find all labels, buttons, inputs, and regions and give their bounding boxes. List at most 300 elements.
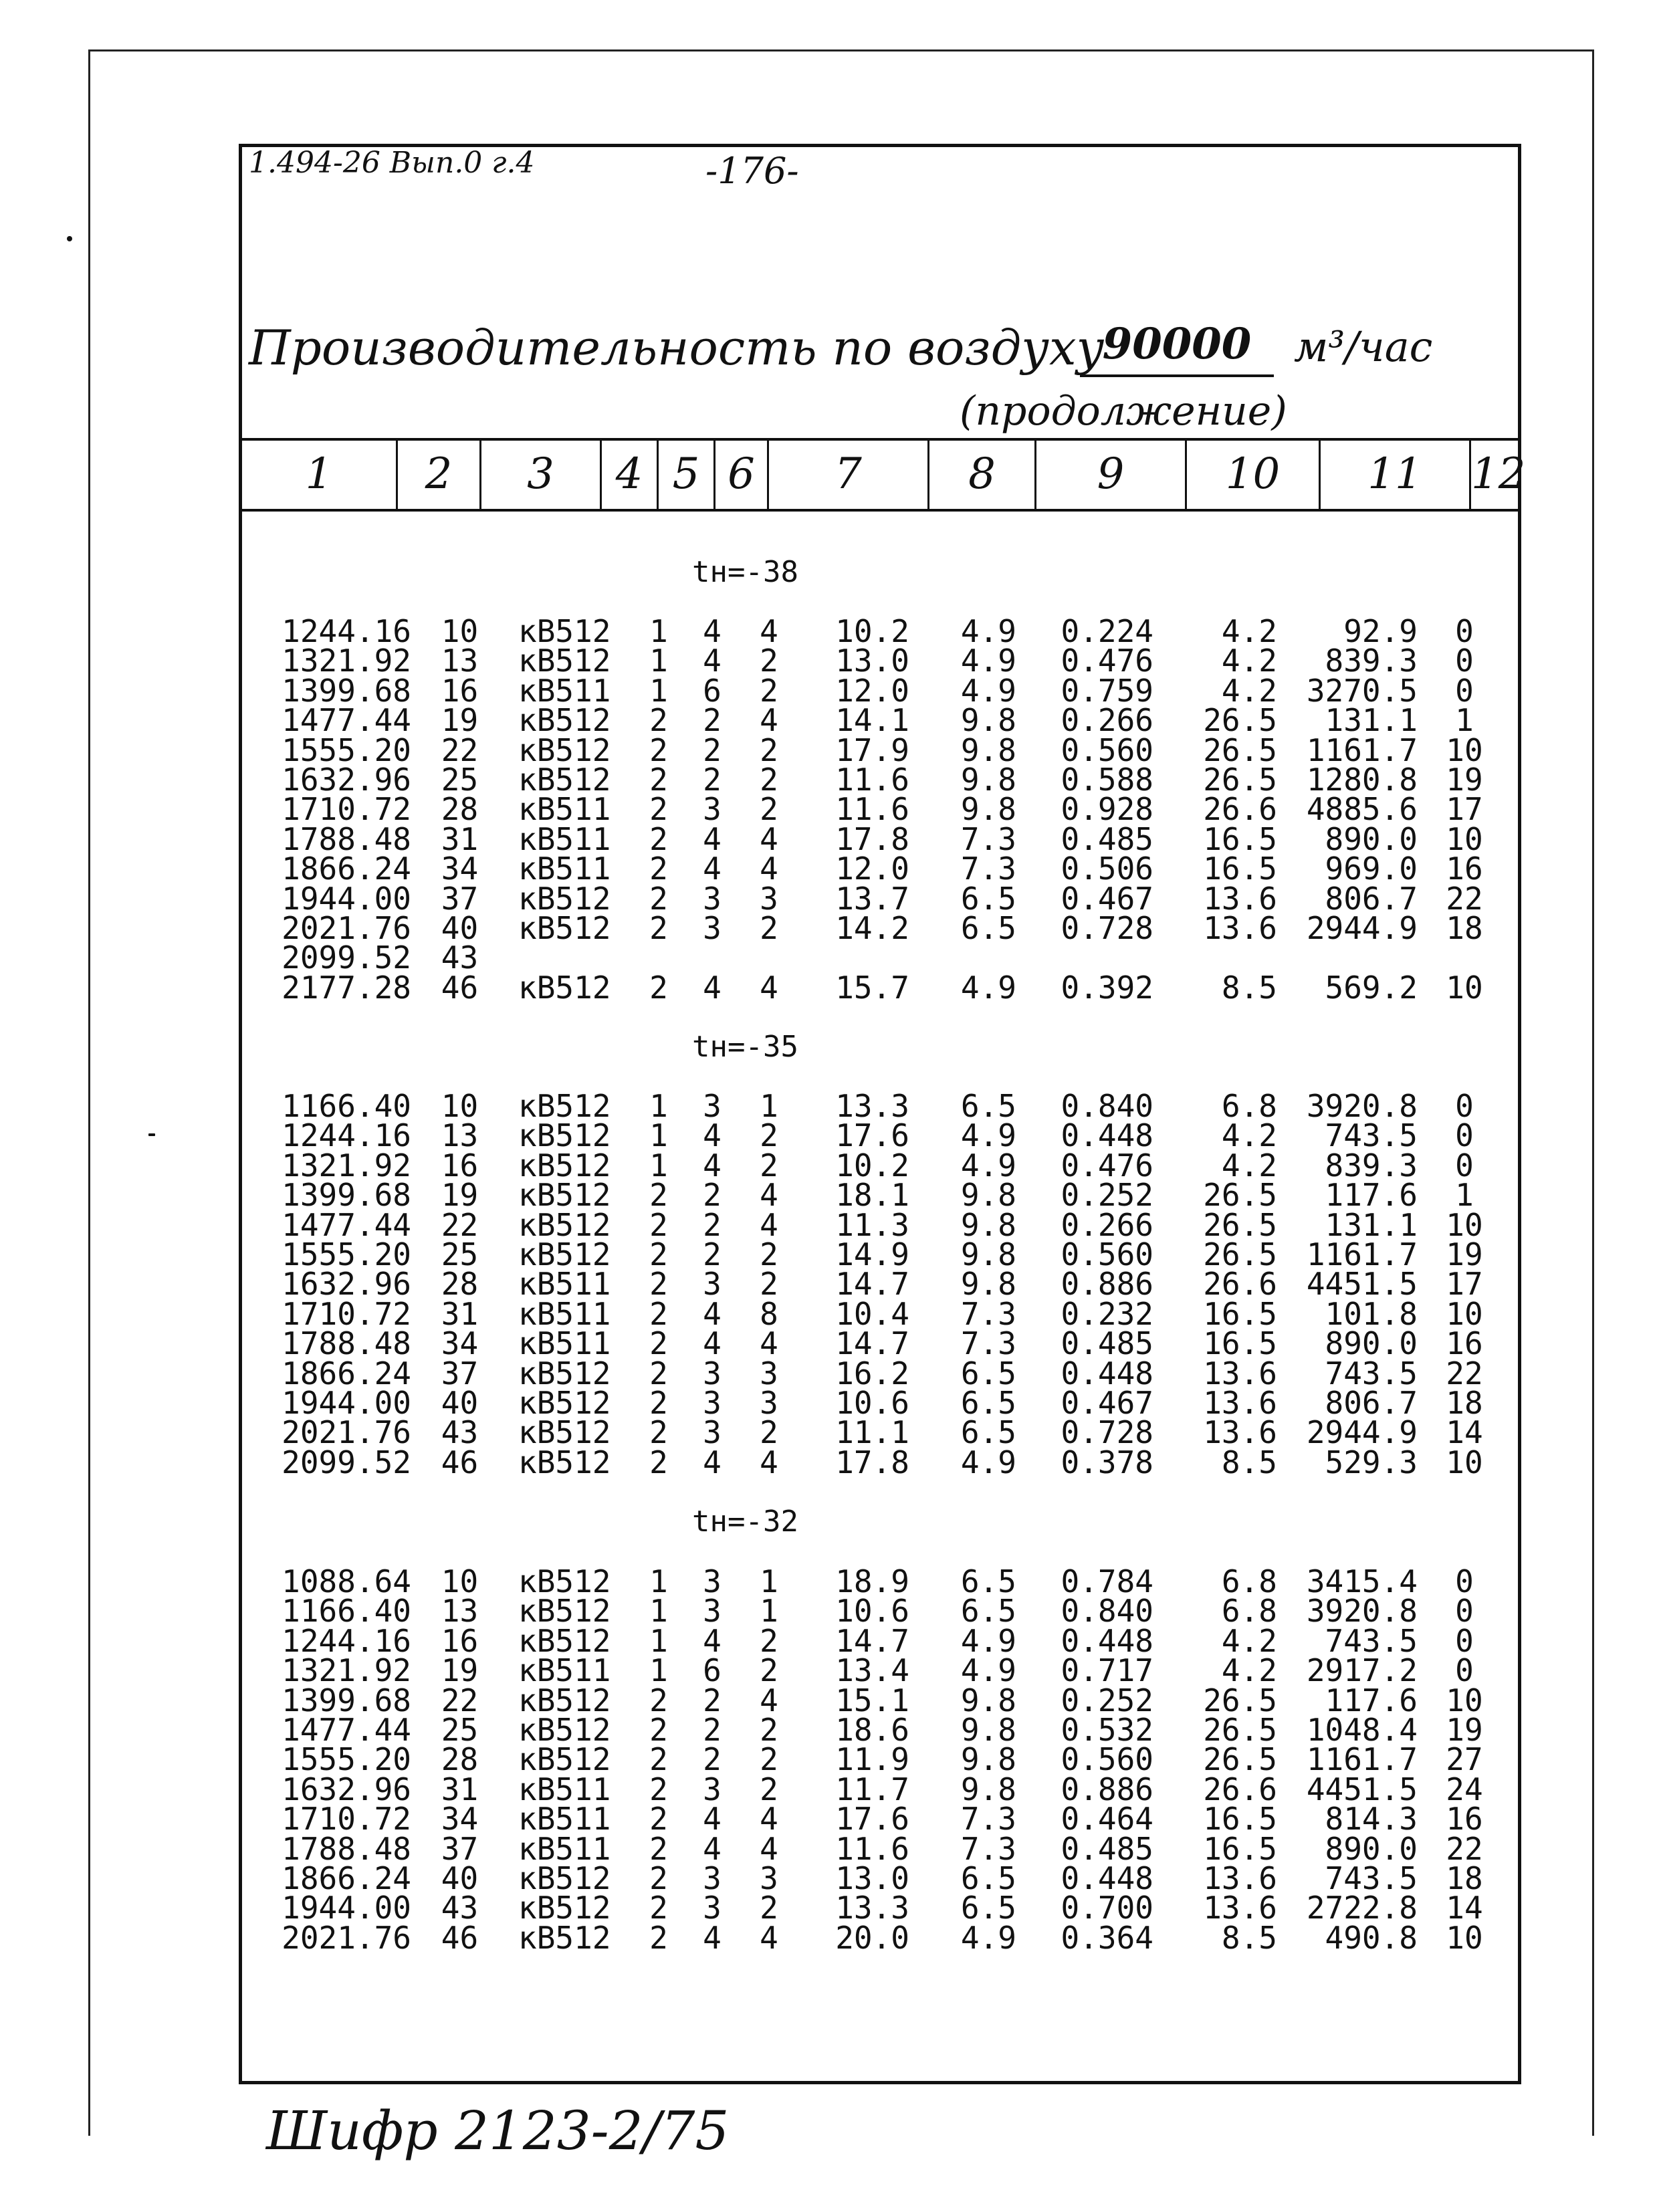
table-cell: кВ512 [518, 910, 611, 946]
table-cell: 9.8 [960, 1177, 1016, 1213]
table-cell: 1 [649, 1147, 668, 1184]
table-cell: 13.0 [835, 1860, 909, 1896]
table-cell: 16.5 [1203, 851, 1277, 887]
table-cell: 17.9 [835, 732, 909, 768]
table-cell: 10 [1446, 1682, 1483, 1719]
table-cell: 3 [703, 1414, 722, 1450]
table-cell: 806.7 [1325, 881, 1418, 917]
table-cell: 1244.16 [282, 613, 411, 649]
table-cell: 2 [760, 1414, 778, 1450]
table-cell: 1710.72 [282, 791, 411, 827]
table-cell: 18.1 [835, 1177, 909, 1213]
table-cell: 18 [1446, 1385, 1483, 1421]
table-cell: 0.392 [1061, 970, 1153, 1006]
table-cell: 3415.4 [1306, 1563, 1418, 1599]
table-cell: 0.485 [1061, 1831, 1153, 1867]
table-cell: 14.7 [835, 1623, 909, 1659]
table-cell: 3270.5 [1306, 673, 1418, 709]
table-cell: 28 [441, 1266, 479, 1302]
table-row [0, 1385, 1659, 1421]
table-cell: кВ511 [518, 1831, 611, 1867]
table-cell: 4.2 [1221, 1147, 1277, 1184]
table-row [0, 1355, 1659, 1392]
table-cell: кВ512 [518, 1860, 611, 1896]
table-cell: 19 [1446, 1712, 1483, 1748]
table-cell: 3 [760, 1385, 778, 1421]
table-cell: 13.6 [1203, 1860, 1277, 1896]
airflow-value: 90000 [1080, 314, 1274, 377]
table-cell: кВ512 [518, 1385, 611, 1421]
table-cell: 7.3 [960, 1831, 1016, 1867]
table-cell: 16.5 [1203, 1831, 1277, 1867]
table-cell: 4.9 [960, 1623, 1016, 1659]
table-cell: 13.6 [1203, 1890, 1277, 1926]
table-cell: 117.6 [1325, 1177, 1418, 1213]
table-cell: 1710.72 [282, 1296, 411, 1332]
table-cell: 0 [1455, 1563, 1474, 1599]
table-cell: 19 [1446, 1236, 1483, 1273]
table-cell: 4 [703, 1623, 722, 1659]
table-row [0, 643, 1659, 679]
table-cell: 2 [649, 1860, 668, 1896]
table-row [0, 1801, 1659, 1837]
table-cell: 2 [649, 1325, 668, 1361]
table-cell: 806.7 [1325, 1385, 1418, 1421]
table-cell: 13.4 [835, 1652, 909, 1688]
table-cell: 490.8 [1325, 1920, 1418, 1956]
table-row [0, 1177, 1659, 1213]
table-cell: 22 [1446, 1831, 1483, 1867]
table-cell: 4 [760, 970, 778, 1006]
table-cell: 3 [703, 1266, 722, 1302]
table-cell: 2 [760, 910, 778, 946]
table-cell: 0.476 [1061, 643, 1153, 679]
table-cell: 0 [1455, 643, 1474, 679]
table-cell: 9.8 [960, 762, 1016, 798]
table-cell: 12.0 [835, 851, 909, 887]
table-cell: 2 [649, 1771, 668, 1807]
table-cell: 26.5 [1203, 1207, 1277, 1243]
table-row [0, 970, 1659, 1006]
table-cell: 4 [703, 1117, 722, 1153]
table-cell: 6.8 [1221, 1088, 1277, 1124]
table-cell: 0.448 [1061, 1623, 1153, 1659]
table-cell: кВ512 [518, 1177, 611, 1213]
table-cell: кВ511 [518, 1266, 611, 1302]
table-cell: 9.8 [960, 1682, 1016, 1719]
table-cell: кВ512 [518, 1623, 611, 1659]
table-cell: 4.9 [960, 613, 1016, 649]
table-cell: 7.3 [960, 1801, 1016, 1837]
table-cell: 26.5 [1203, 1682, 1277, 1719]
table-cell: 13 [441, 643, 479, 679]
table-cell: 2 [703, 732, 722, 768]
table-cell: 3 [703, 1771, 722, 1807]
table-cell: 0.784 [1061, 1563, 1153, 1599]
table-row [0, 1266, 1659, 1302]
table-cell: 13.7 [835, 881, 909, 917]
table-cell: 4.9 [960, 970, 1016, 1006]
table-cell: 11.6 [835, 791, 909, 827]
table-cell: 2 [649, 1920, 668, 1956]
table-cell: 0.252 [1061, 1177, 1153, 1213]
table-cell: 4.2 [1221, 1623, 1277, 1659]
table-cell: 1048.4 [1306, 1712, 1418, 1748]
table-cell: 2944.9 [1306, 1414, 1418, 1450]
column-header: 7 [769, 441, 929, 509]
table-cell: 529.3 [1325, 1444, 1418, 1480]
table-cell: кВ511 [518, 1801, 611, 1837]
table-cell: 3920.8 [1306, 1088, 1418, 1124]
table-cell: 34 [441, 851, 479, 887]
table-cell: 1088.64 [282, 1563, 411, 1599]
table-cell: 2722.8 [1306, 1890, 1418, 1926]
column-header: 12 [1471, 449, 1526, 499]
table-cell: 2 [649, 910, 668, 946]
table-cell: кВ512 [518, 970, 611, 1006]
table-cell: 4.9 [960, 643, 1016, 679]
table-cell: кВ512 [518, 762, 611, 798]
page-subtitle: (продолжение) [960, 388, 1287, 435]
table-cell: 13.3 [835, 1890, 909, 1926]
table-cell: 27 [1446, 1741, 1483, 1777]
table-cell: кВ512 [518, 1355, 611, 1392]
table-cell: 0.588 [1061, 762, 1153, 798]
table-cell: 6.5 [960, 1088, 1016, 1124]
table-cell: 4 [760, 1801, 778, 1837]
table-cell: 8.5 [1221, 1920, 1277, 1956]
table-cell: 8.5 [1221, 970, 1277, 1006]
table-row [0, 821, 1659, 857]
table-cell: 9.8 [960, 1741, 1016, 1777]
table-row [0, 1831, 1659, 1867]
table-cell: 890.0 [1325, 1325, 1418, 1361]
table-cell: 2 [760, 1266, 778, 1302]
table-cell: 24 [1446, 1771, 1483, 1807]
table-cell: 117.6 [1325, 1682, 1418, 1719]
table-cell: 2 [760, 1890, 778, 1926]
table-cell: 10 [1446, 821, 1483, 857]
table-cell: 16.5 [1203, 1296, 1277, 1332]
table-cell: 19 [441, 1177, 479, 1213]
table-cell: кВ512 [518, 643, 611, 679]
table-cell: 1161.7 [1306, 732, 1418, 768]
table-cell: 2 [649, 1831, 668, 1867]
table-cell: 26.5 [1203, 732, 1277, 768]
table-row [0, 881, 1659, 917]
table-cell: 10.6 [835, 1385, 909, 1421]
table-cell: 11.1 [835, 1414, 909, 1450]
table-cell: кВ511 [518, 851, 611, 887]
table-cell: 9.8 [960, 1771, 1016, 1807]
table-cell: 9.8 [960, 1712, 1016, 1748]
table-cell: 10.6 [835, 1593, 909, 1629]
table-cell: 1321.92 [282, 1652, 411, 1688]
table-cell: 0 [1455, 1652, 1474, 1688]
table-cell: 1 [760, 1593, 778, 1629]
table-row [0, 1207, 1659, 1243]
table-cell: 6.5 [960, 1593, 1016, 1629]
table-cell: 0 [1455, 1593, 1474, 1629]
table-row [0, 702, 1659, 738]
table-row [0, 1325, 1659, 1361]
table-cell: 25 [441, 762, 479, 798]
column-header: 10 [1187, 441, 1321, 509]
table-cell: 4.2 [1221, 1652, 1277, 1688]
table-cell: 0.560 [1061, 1236, 1153, 1273]
table-cell: 2 [703, 1177, 722, 1213]
table-cell: 4 [703, 1920, 722, 1956]
table-cell: 3 [760, 1860, 778, 1896]
table-cell: 2 [649, 1712, 668, 1748]
table-row [0, 762, 1659, 798]
table-cell: 4 [703, 970, 722, 1006]
table-cell: 0 [1455, 1147, 1474, 1184]
table-cell: 0.560 [1061, 732, 1153, 768]
table-cell: 2 [760, 762, 778, 798]
table-cell: 2 [703, 1741, 722, 1777]
table-cell: 34 [441, 1801, 479, 1837]
table-cell: 0.532 [1061, 1712, 1153, 1748]
table-cell: 1944.00 [282, 1890, 411, 1926]
table-cell: 4.9 [960, 1117, 1016, 1153]
table-cell: 4.2 [1221, 643, 1277, 679]
table-cell: 3 [703, 1355, 722, 1392]
table-cell: 2021.76 [282, 1414, 411, 1450]
table-cell: 1244.16 [282, 1117, 411, 1153]
table-cell: 1866.24 [282, 1860, 411, 1896]
column-header: 6 [715, 441, 769, 509]
table-row [0, 1147, 1659, 1184]
table-cell: 0.560 [1061, 1741, 1153, 1777]
table-cell: 0.448 [1061, 1355, 1153, 1392]
table-cell: 0.728 [1061, 910, 1153, 946]
table-cell: 4 [703, 643, 722, 679]
table-cell: кВ512 [518, 613, 611, 649]
table-row [0, 1088, 1659, 1124]
table-cell: 0.378 [1061, 1444, 1153, 1480]
table-cell: кВ512 [518, 732, 611, 768]
page-number: -176- [705, 150, 799, 192]
table-row [0, 1593, 1659, 1629]
table-cell: 814.3 [1325, 1801, 1418, 1837]
table-cell: 31 [441, 1296, 479, 1332]
table-cell: 4 [703, 1147, 722, 1184]
table-cell: 9.8 [960, 1207, 1016, 1243]
table-cell: 1 [1455, 702, 1474, 738]
table-cell: 1399.68 [282, 1682, 411, 1719]
table-cell: 10.2 [835, 1147, 909, 1184]
table-cell: 6.5 [960, 1385, 1016, 1421]
table-cell: 3 [703, 791, 722, 827]
table-cell: кВ512 [518, 881, 611, 917]
column-header: 1 [242, 441, 398, 509]
table-cell: 2099.52 [282, 939, 411, 976]
table-cell: 1 [649, 1117, 668, 1153]
table-cell: 31 [441, 1771, 479, 1807]
table-row [0, 910, 1659, 946]
table-cell: 4.2 [1221, 1117, 1277, 1153]
table-cell: 2 [703, 762, 722, 798]
table-cell: 1244.16 [282, 1623, 411, 1659]
table-cell: 1944.00 [282, 1385, 411, 1421]
table-cell: 25 [441, 1236, 479, 1273]
table-cell: 0.364 [1061, 1920, 1153, 1956]
table-cell: 2 [760, 1236, 778, 1273]
table-cell: 0.886 [1061, 1771, 1153, 1807]
table-cell: 2944.9 [1306, 910, 1418, 946]
table-cell: 22 [1446, 1355, 1483, 1392]
table-cell: 0.717 [1061, 1652, 1153, 1688]
table-cell: 839.3 [1325, 1147, 1418, 1184]
table-cell: 1 [649, 1593, 668, 1629]
table-cell: 2 [649, 1414, 668, 1450]
table-cell: 0.476 [1061, 1147, 1153, 1184]
table-cell: 16 [1446, 851, 1483, 887]
table-cell: 4451.5 [1306, 1266, 1418, 1302]
table-cell: 22 [441, 732, 479, 768]
table-cell: 969.0 [1325, 851, 1418, 887]
table-cell: 15.7 [835, 970, 909, 1006]
table-cell: 31 [441, 821, 479, 857]
table-cell: кВ512 [518, 1117, 611, 1153]
table-cell: 22 [1446, 881, 1483, 917]
column-header-row [242, 438, 1526, 512]
table-cell: 1477.44 [282, 1712, 411, 1748]
table-cell: 890.0 [1325, 821, 1418, 857]
table-cell: кВ511 [518, 1296, 611, 1332]
table-cell: 2 [760, 1712, 778, 1748]
table-cell: 0.467 [1061, 1385, 1153, 1421]
table-cell: кВ512 [518, 1741, 611, 1777]
table-row [0, 1741, 1659, 1777]
table-cell: 4.2 [1221, 673, 1277, 709]
table-cell: 26.5 [1203, 1712, 1277, 1748]
table-cell: 3920.8 [1306, 1593, 1418, 1629]
table-cell: 131.1 [1325, 1207, 1418, 1243]
table-row [0, 1117, 1659, 1153]
table-cell: 0.467 [1061, 881, 1153, 917]
table-cell: кВ512 [518, 702, 611, 738]
table-cell: 1 [649, 1652, 668, 1688]
table-cell: 2 [649, 702, 668, 738]
table-cell: 10 [1446, 1207, 1483, 1243]
table-cell: 14.7 [835, 1325, 909, 1361]
table-row [0, 673, 1659, 709]
table-cell: 3 [703, 910, 722, 946]
table-cell: 16 [441, 1147, 479, 1184]
table-cell: 9.8 [960, 732, 1016, 768]
table-cell: 2 [760, 643, 778, 679]
table-cell: 4 [703, 1831, 722, 1867]
table-row [0, 1682, 1659, 1719]
table-cell: 18.6 [835, 1712, 909, 1748]
table-row [0, 1652, 1659, 1688]
table-cell: 12.0 [835, 673, 909, 709]
airflow-unit: м³/час [1294, 322, 1433, 371]
table-cell: 1555.20 [282, 1741, 411, 1777]
table-row [0, 851, 1659, 887]
column-header: 3 [481, 441, 602, 509]
table-cell: 9.8 [960, 702, 1016, 738]
table-row [0, 1920, 1659, 1956]
table-cell: кВ511 [518, 791, 611, 827]
table-cell: 2 [760, 1147, 778, 1184]
table-cell: 2 [649, 1682, 668, 1719]
table-cell: 4 [760, 1177, 778, 1213]
table-cell: 2 [649, 1266, 668, 1302]
table-cell: 4 [703, 1444, 722, 1480]
table-cell: 6 [703, 1652, 722, 1688]
table-cell: 743.5 [1325, 1623, 1418, 1659]
table-cell: 14.1 [835, 702, 909, 738]
table-cell: 16.5 [1203, 1325, 1277, 1361]
section-title: tн=-32 [692, 1505, 798, 1539]
table-cell: 2 [649, 1207, 668, 1243]
column-header: 11 [1321, 441, 1471, 509]
table-cell: 0.728 [1061, 1414, 1153, 1450]
table-cell: 6.8 [1221, 1563, 1277, 1599]
table-cell: 1 [649, 643, 668, 679]
table-cell: 10 [441, 613, 479, 649]
table-cell: 19 [1446, 762, 1483, 798]
table-cell: 4.9 [960, 673, 1016, 709]
table-cell: кВ512 [518, 1207, 611, 1243]
table-cell: 40 [441, 1385, 479, 1421]
table-cell: 4 [703, 1801, 722, 1837]
table-cell: 4 [760, 821, 778, 857]
table-cell: кВ511 [518, 673, 611, 709]
table-cell: 0.448 [1061, 1860, 1153, 1896]
table-cell: 10 [1446, 732, 1483, 768]
table-cell: 2021.76 [282, 910, 411, 946]
table-cell: 1 [760, 1088, 778, 1124]
table-cell: 14 [1446, 1414, 1483, 1450]
table-cell: 1866.24 [282, 851, 411, 887]
table-cell: 28 [441, 1741, 479, 1777]
table-cell: 22 [441, 1682, 479, 1719]
table-cell: 2 [760, 673, 778, 709]
table-cell: 743.5 [1325, 1117, 1418, 1153]
table-cell: 4 [760, 702, 778, 738]
table-cell: 14.2 [835, 910, 909, 946]
table-cell: 2 [649, 821, 668, 857]
table-cell: 1 [760, 1563, 778, 1599]
table-cell: 10 [1446, 1920, 1483, 1956]
table-cell: 43 [441, 1890, 479, 1926]
document-cipher: Шифр 2123-2/75 [266, 2100, 730, 2162]
table-cell: 569.2 [1325, 970, 1418, 1006]
table-cell: кВ512 [518, 1088, 611, 1124]
table-cell: кВ512 [518, 1593, 611, 1629]
table-cell: 26.6 [1203, 791, 1277, 827]
table-cell: кВ512 [518, 1890, 611, 1926]
table-cell: кВ511 [518, 1771, 611, 1807]
table-cell: 7.3 [960, 821, 1016, 857]
table-cell: 1161.7 [1306, 1741, 1418, 1777]
table-cell: 743.5 [1325, 1355, 1418, 1392]
table-cell: 18 [1446, 910, 1483, 946]
section-title: tн=-38 [692, 555, 798, 589]
column-header: 2 [398, 441, 481, 509]
table-cell: 3 [703, 1860, 722, 1896]
table-cell: 2 [760, 791, 778, 827]
table-cell: 13.6 [1203, 1385, 1277, 1421]
table-row [0, 1563, 1659, 1599]
table-row [0, 939, 1659, 976]
table-cell: 4451.5 [1306, 1771, 1418, 1807]
table-cell: 10 [441, 1563, 479, 1599]
